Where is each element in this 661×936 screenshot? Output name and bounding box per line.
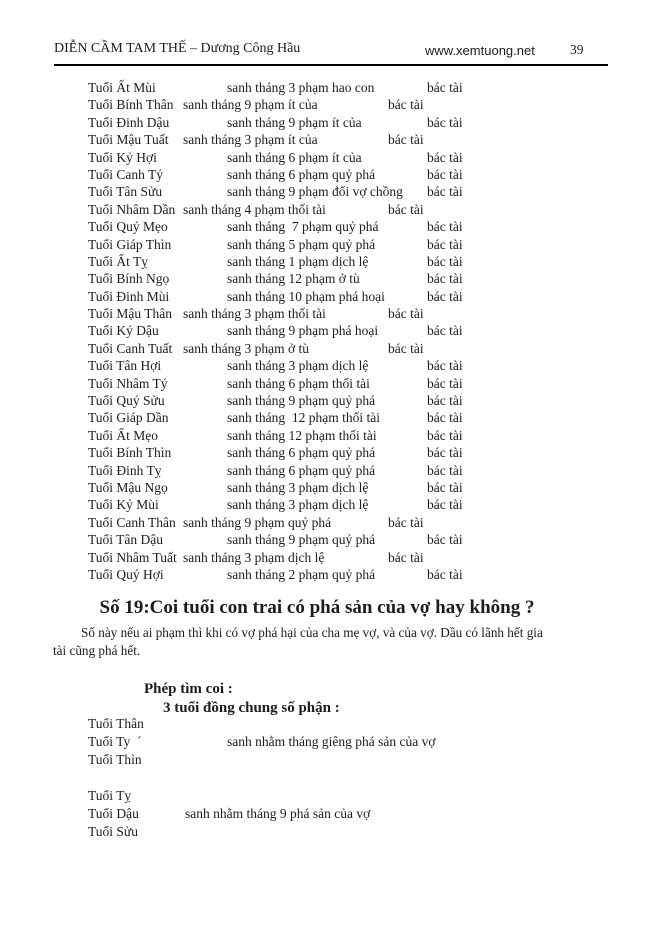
age-label: Tuổi Ty ´ [88, 734, 142, 749]
birth-month-detail: sanh tháng 9 phạm phá hoại [227, 323, 379, 339]
table-row [0, 392, 661, 409]
birth-month-detail: sanh tháng 1 phạm dịch lệ [227, 253, 369, 269]
birth-month-detail: sanh tháng 6 phạm quỷ phá [227, 462, 376, 478]
birth-month-detail: sanh tháng 7 phạm quỷ phá [227, 219, 379, 235]
table-row [0, 270, 661, 287]
birth-month-detail: sanh tháng 12 phạm thối tài [227, 410, 380, 426]
result-note: bác tài [427, 445, 463, 461]
result-note: bác tài [427, 219, 463, 235]
table-row [0, 305, 661, 322]
birth-month-detail: sanh tháng 12 phạm thối tài [227, 427, 377, 443]
result-note: bác tài [427, 271, 463, 287]
result-note: bác tài [427, 149, 463, 165]
site-url: www.xemtuong.net [425, 43, 535, 58]
age-list [0, 79, 661, 583]
result-note: bác tài [427, 253, 463, 269]
result-note: bác tài [427, 375, 463, 391]
birth-month-detail: sanh tháng 3 phạm dịch lệ [227, 497, 369, 513]
birth-month-detail: sanh tháng 9 phạm đổi vợ chồng [227, 184, 403, 200]
table-row [0, 409, 661, 426]
birth-month-detail: sanh tháng 9 phạm quỷ phá [227, 532, 376, 548]
age-label: Tuổi Đinh Mùi [88, 288, 170, 304]
table-row [0, 375, 661, 392]
result-note: bác tài [388, 514, 424, 530]
table-row [0, 322, 661, 339]
table-row [0, 149, 661, 166]
age-label: Tuổi Nhâm Dần [88, 201, 176, 217]
paragraph-line: Số này nếu ai phạm thì khi có vợ phá hại của cha mẹ vợ, và của vợ. Dầu có lãnh hết gia [81, 625, 543, 640]
table-row [0, 201, 661, 218]
birth-month-detail: sanh tháng 5 phạm quỷ phá [227, 236, 376, 252]
result-note: bác tài [388, 97, 424, 113]
birth-month-detail: sanh tháng 6 phạm quỷ phá [227, 445, 376, 461]
group-row [0, 715, 661, 733]
birth-month-detail: sanh tháng 6 phạm ít của [227, 149, 362, 165]
birth-month-detail: sanh tháng 3 phạm hao con [227, 80, 375, 95]
age-label: Tuổi Ất Tỵ [88, 253, 149, 269]
section-paragraph [53, 624, 613, 660]
table-row [0, 514, 661, 531]
table-row [0, 444, 661, 461]
method-label: Phép tìm coi : [144, 681, 233, 697]
birth-month-detail: sanh tháng 2 phạm quỷ phá [227, 566, 376, 582]
age-label: Tuổi Ất Mùi [88, 80, 156, 95]
header-rule [54, 64, 608, 66]
group-detail: sanh nhằm tháng giêng phá sản của vợ [227, 734, 436, 749]
result-note: bác tài [427, 566, 463, 582]
age-label: Tuổi Thân [88, 716, 144, 731]
group-detail: sanh nhằm tháng 9 phá sản của vợ [185, 806, 371, 821]
age-label: Tuổi Đinh Dậu [88, 114, 170, 130]
age-label: Tuổi Quý Hợi [88, 566, 164, 582]
result-note: bác tài [427, 288, 463, 304]
age-label: Tuổi Kỷ Mùi [88, 497, 159, 513]
table-row [0, 496, 661, 513]
table-row [0, 357, 661, 374]
age-label: Tuổi Canh Tuất [88, 340, 173, 356]
age-label: Tuổi Mậu Thân [88, 306, 173, 322]
table-row [0, 96, 661, 113]
age-label: Tuổi Giáp Thìn [88, 236, 172, 252]
birth-month-detail: sanh tháng 3 phạm ở tù [183, 340, 309, 356]
birth-month-detail: sanh tháng 9 phạm ít của [183, 97, 318, 113]
result-note: bác tài [388, 201, 424, 217]
table-row [0, 427, 661, 444]
age-label: Tuổi Tân Hợi [88, 358, 162, 374]
result-note: bác tài [427, 427, 463, 443]
birth-month-detail: sanh tháng 3 phạm dịch lệ [227, 479, 369, 495]
age-label: Tuổi Mậu Tuất [88, 132, 169, 148]
birth-month-detail: sanh tháng 9 phạm quỷ phá [183, 514, 332, 530]
birth-month-detail: sanh tháng 4 phạm thối tài [183, 201, 326, 217]
age-label: Tuổi Canh Thân [88, 514, 176, 530]
result-note: bác tài [427, 393, 463, 409]
table-row [0, 253, 661, 270]
age-label: Tuổi Đinh Tỵ [88, 462, 162, 478]
age-label: Tuổi Canh Tý [88, 166, 164, 182]
table-row [0, 462, 661, 479]
result-note: bác tài [427, 114, 463, 130]
result-note: bác tài [427, 358, 463, 374]
result-note: bác tài [427, 532, 463, 548]
result-note: bác tài [388, 306, 424, 322]
age-label: Tuổi Kỷ Hợi [88, 149, 157, 165]
age-label: Tuổi Nhâm Tuất [88, 549, 177, 565]
table-row [0, 218, 661, 235]
age-label: Tuổi Ất Mẹo [88, 427, 159, 443]
page-title: DIỄN CẦM TAM THẾ – Dương Công Hầu [54, 41, 301, 56]
age-label: Tuổi Nhâm Tý [88, 375, 168, 391]
table-row [0, 340, 661, 357]
table-row [0, 79, 661, 96]
age-label: Tuổi Giáp Dần [88, 410, 169, 426]
section-heading: Số 19:Coi tuổi con trai có phá sản của vợ hay không ? [99, 597, 535, 618]
age-label: Tuổi Sửu [88, 824, 138, 839]
table-row [0, 566, 661, 583]
birth-month-detail: sanh tháng 6 phạm quỷ phá [227, 166, 376, 182]
result-note: bác tài [388, 132, 424, 148]
group-row [0, 805, 661, 823]
birth-month-detail: sanh tháng 9 phạm quỷ phá [227, 393, 376, 409]
birth-month-detail: sanh tháng 3 phạm ít của [183, 132, 318, 148]
age-group-2 [0, 787, 661, 841]
age-label: Tuổi Tỵ [88, 788, 132, 803]
group-label: 3 tuổi đồng chung số phận : [163, 700, 340, 716]
group-row [0, 733, 661, 751]
birth-month-detail: sanh tháng 3 phạm dịch lệ [227, 358, 369, 374]
group-row [0, 823, 661, 841]
result-note: bác tài [427, 497, 463, 513]
birth-month-detail: sanh tháng 12 phạm ở tù [227, 271, 360, 287]
age-label: Tuổi Mậu Ngọ [88, 479, 168, 495]
result-note: bác tài [388, 549, 424, 565]
age-label: Tuổi Tân Sửu [88, 184, 163, 200]
result-note: bác tài [427, 462, 463, 478]
result-note: bác tài [427, 323, 463, 339]
birth-month-detail: sanh tháng 6 phạm thối tài [227, 375, 370, 391]
paragraph-line: tài cũng phá hết. [53, 643, 141, 658]
result-note: bác tài [427, 236, 463, 252]
birth-month-detail: sanh tháng 3 phạm thối tài [183, 306, 326, 322]
result-note: bác tài [388, 340, 424, 356]
result-note: bác tài [427, 479, 463, 495]
group-row [0, 787, 661, 805]
table-row [0, 166, 661, 183]
table-row [0, 288, 661, 305]
birth-month-detail: sanh tháng 9 phạm ít của [227, 114, 362, 130]
group-row [0, 751, 661, 769]
table-row [0, 236, 661, 253]
table-row [0, 531, 661, 548]
result-note: bác tài [427, 184, 463, 200]
result-note: bác tài [427, 80, 463, 95]
table-row [0, 479, 661, 496]
table-row [0, 549, 661, 566]
page-number: 39 [570, 42, 584, 57]
table-row [0, 131, 661, 148]
result-note: bác tài [427, 166, 463, 182]
table-row [0, 183, 661, 200]
age-label: Tuổi Tân Dậu [88, 532, 164, 548]
age-label: Tuổi Kỷ Dậu [88, 323, 159, 339]
age-label: Tuổi Bính Thìn [88, 445, 172, 461]
age-label: Tuổi Quý Mẹo [88, 219, 168, 235]
result-note: bác tài [427, 410, 463, 426]
birth-month-detail: sanh tháng 3 phạm dịch lệ [183, 549, 325, 565]
age-label: Tuổi Bính Ngọ [88, 271, 170, 287]
table-row [0, 114, 661, 131]
age-label: Tuổi Thìn [88, 752, 142, 767]
age-label: Tuổi Bính Thân [88, 97, 174, 113]
age-group-1 [0, 715, 661, 769]
birth-month-detail: sanh tháng 10 phạm phá hoại [227, 288, 385, 304]
age-label: Tuổi Quý Sửu [88, 393, 165, 409]
age-label: Tuổi Dậu [88, 806, 139, 821]
